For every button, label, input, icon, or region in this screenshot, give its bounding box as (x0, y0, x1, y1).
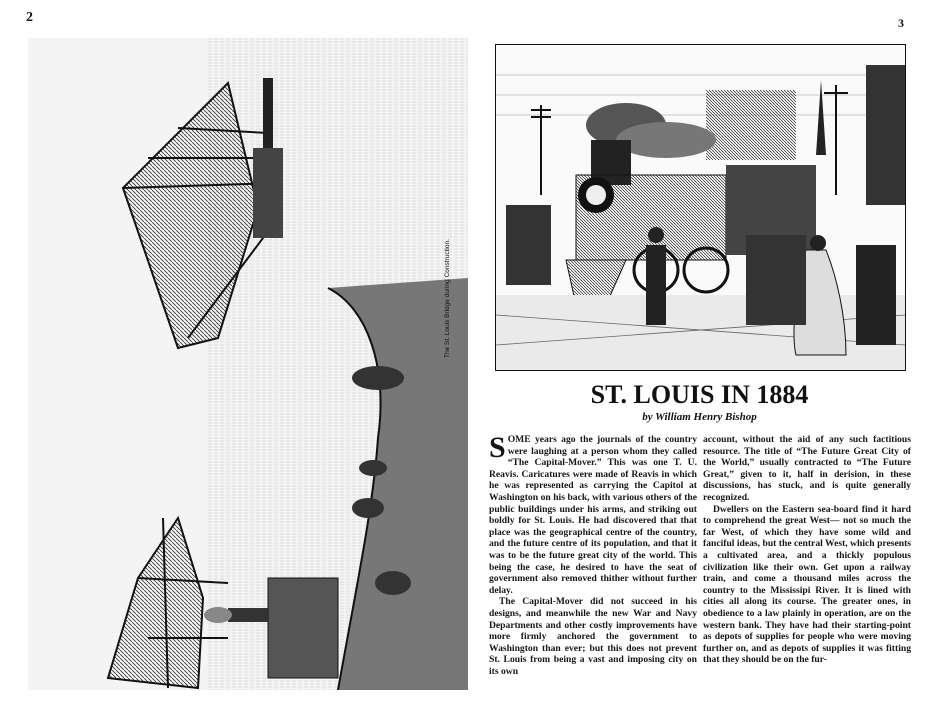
locomotive-engraving-art (496, 45, 905, 370)
article-byline: by William Henry Bishop (642, 411, 757, 423)
page-number-right: 3 (898, 16, 904, 30)
page-number-left: 2 (26, 10, 33, 25)
paragraph-text: years ago the journals of the country were laughing at a person whom they called “The Capital-Mover.” This was one T. U. Reavis. Caricatures were made of Reavis in which he was represented as carrying the Capitol at Washington on his back, with various others of the public buildings under his arms, and striking out boldly for St. Louis. He had discovered that that place was the geographical centre of the country, and the future centre of its population, and that it was to be the future great city of the world. This being the case, he desired to have the seat of government also removed thither without further delay. (489, 434, 697, 596)
article-paragraph: account, without the aid of any such factitious resource. The title of “The Future Great City of the World,” usually contracted to “The Future Great,” given to it, half in derision, in these discussions, has stuck, and is quite generally recognized. (703, 434, 911, 503)
article-paragraph: Dwellers on the Eastern sea-board find it hard to comprehend the great West— not so much the far West, of which they have some wild and fanciful ideas, but the central West, which presents a cultivated area, and a thickly populous civilization like their own. Get upon a railway train, and come a thousand miles across the country to the Mississipi River. It is lined with cities all along its course. The greater ones, in obedience to a law plainly in operation, are on the western bank. They have had their starting-point as depots of supplies for people who were moving further on, and as depots of supplies it was fitting that they should be on the fur- (703, 503, 911, 666)
bridge-engraving-art (28, 38, 468, 690)
drop-cap: S (489, 431, 506, 464)
bridge-construction-illustration (28, 38, 468, 690)
article-column-1 (489, 431, 697, 677)
article-title: ST. LOUIS IN 1884 (590, 380, 809, 409)
bridge-caption: The St. Louis Bridge during Construction. (444, 239, 451, 358)
article-paragraph (489, 431, 697, 596)
article-column-2 (703, 434, 911, 666)
locomotive-station-illustration (495, 44, 906, 371)
opening-word: OME (507, 434, 531, 445)
article-paragraph: The Capital-Mover did not succeed in his designs, and meanwhile the new War and Navy Departments and other costly improvements have more firmly anchored the government to Washington than ever; but this does not prevent St. Louis from being a vast and imposing city on its own (489, 596, 697, 677)
